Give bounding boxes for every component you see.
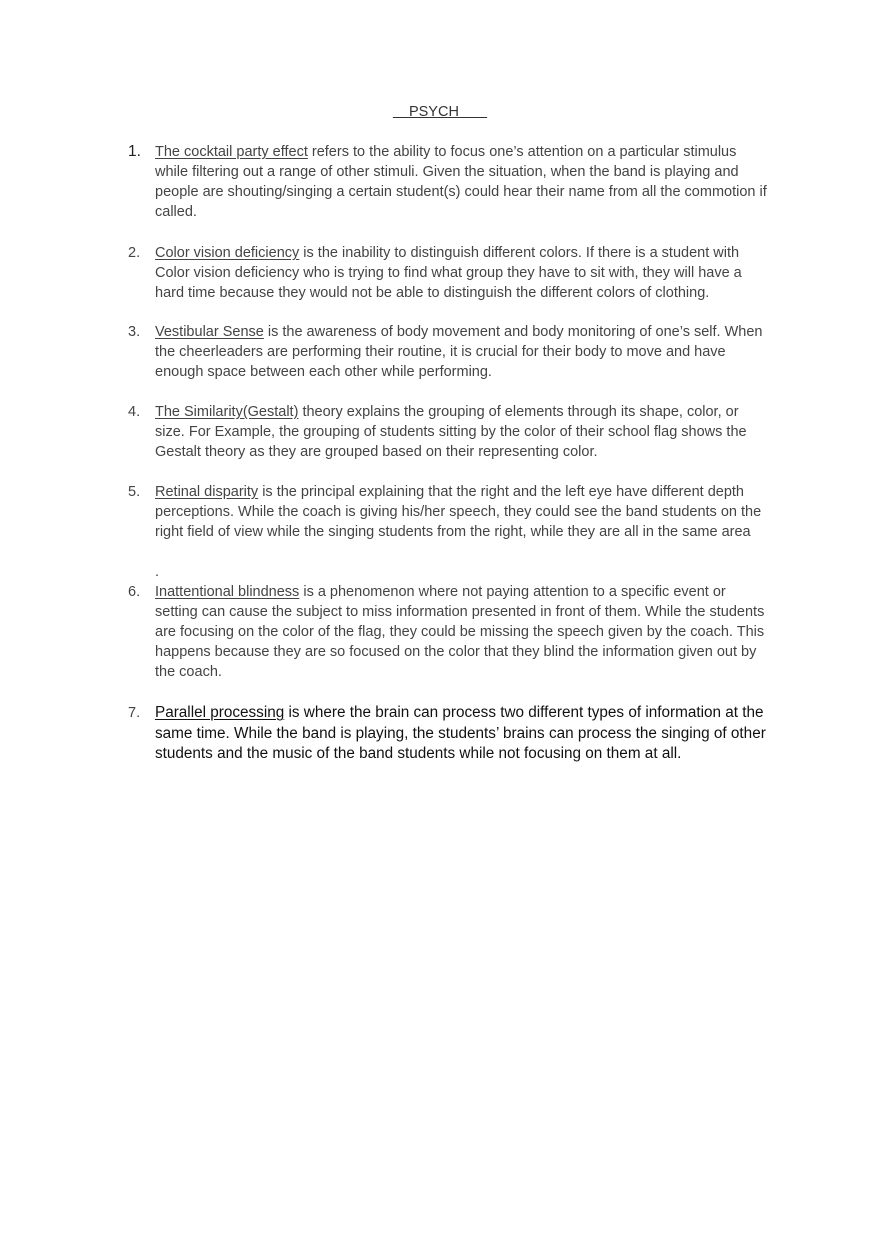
item-text: is the inability to distinguish different colors. If there is a student with Color vision deficiency who is trying to find what group they have to sit with, they will have a hard time because they would not be able to distinguish the different colors of clothing. (155, 245, 742, 301)
item-term: Parallel processing (155, 704, 285, 721)
item-text: is the awareness of body movement and body monitoring of one’s self. When the cheerleaders are performing their routine, it is crucial for their body to move and have enough space between each other while performing. (155, 324, 763, 380)
item-number: 7. (128, 705, 141, 721)
title-text: PSYCH (408, 104, 459, 120)
item-term: Retinal disparity (155, 484, 259, 500)
item-number: 6. (128, 584, 141, 600)
list-item-retinal-disparity (128, 482, 768, 542)
item-term: The cocktail party effect (155, 144, 308, 160)
stray-period-mark: . (155, 564, 160, 580)
item-number: 1. (128, 143, 141, 160)
item-body (155, 402, 768, 462)
list-item-vestibular-sense (128, 322, 768, 382)
item-text: refers to the ability to focus one’s attention on a particular stimulus while filtering out a range of other stimuli. Given the situation, when the band is playing and people are shouting/singing a certain student(s) could hear their name from all the commotion if called. (155, 144, 767, 220)
item-text: is a phenomenon where not paying attention to a specific event or setting can cause the subject to miss information presented in front of them. While the students are focusing on the color of the flag, they could be missing the speech given by the coach. This happens because they are so focused on the color that they blind the information given out by the coach. (155, 584, 765, 680)
item-number: 4. (128, 404, 141, 420)
item-text: theory explains the grouping of elements through its shape, color, or size. For Example, the grouping of students sitting by the color of their school flag shows the Gestalt theory as they are grouped based on their representing color. (155, 404, 747, 460)
list-item-color-vision-deficiency (128, 243, 768, 303)
item-body (155, 703, 788, 765)
item-term: Color vision deficiency (155, 245, 300, 261)
item-term: Inattentional blindness (155, 584, 300, 600)
list-item-inattentional-blindness (128, 582, 768, 682)
item-text: is where the brain can process two different types of information at the same time. While the band is playing, the students’ brains can process the singing of other students and the music of the band students while not focusing on them at all. (155, 704, 766, 762)
item-body (155, 322, 768, 382)
item-term: Vestibular Sense (155, 324, 264, 340)
item-body (155, 142, 768, 222)
list-item-parallel-processing (128, 703, 788, 765)
item-term: The Similarity(Gestalt) (155, 404, 299, 420)
item-body (155, 482, 768, 542)
list-item-cocktail-party-effect (128, 142, 768, 222)
item-body (155, 582, 768, 682)
item-number: 5. (128, 484, 141, 500)
page-title (0, 102, 880, 122)
list-item-similarity-gestalt (128, 402, 768, 462)
item-body (155, 243, 768, 303)
item-text: is the principal explaining that the right and the left eye have different depth perceptions. While the coach is giving his/her speech, they could see the band students on the right field of view while the singing students from the right, while they are all in the same area (155, 484, 762, 540)
item-number: 2. (128, 245, 141, 261)
item-number: 3. (128, 324, 141, 340)
